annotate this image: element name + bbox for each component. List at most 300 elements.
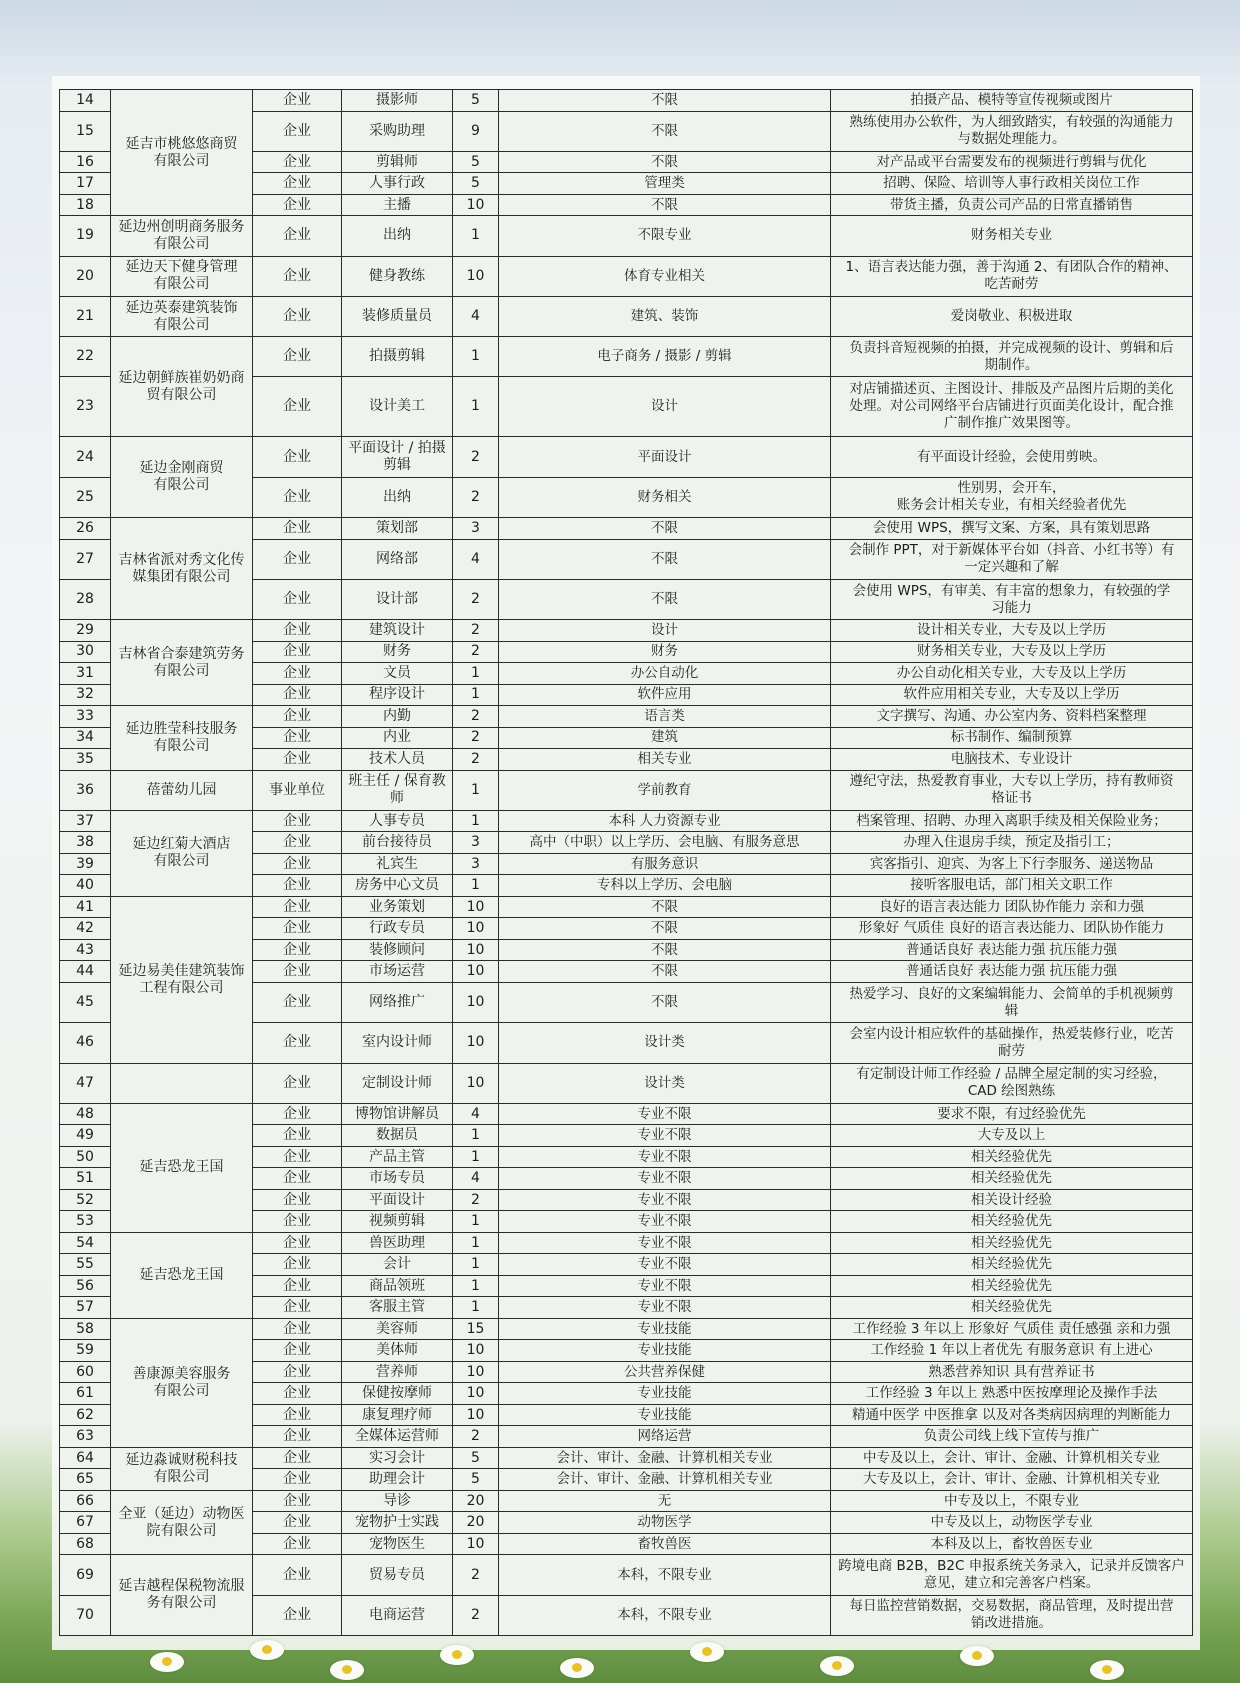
position-title-cell: 人事专员 [342, 810, 453, 832]
row-number-cell: 28 [60, 579, 111, 619]
employer-type-cell: 企业 [253, 1103, 342, 1125]
requirement-cell: 普通话良好 表达能力强 抗压能力强 [831, 961, 1193, 983]
position-title-cell: 博物馆讲解员 [342, 1103, 453, 1125]
employer-type-cell: 企业 [253, 337, 342, 377]
position-title-cell: 平面设计 [342, 1189, 453, 1211]
row-number-cell: 52 [60, 1189, 111, 1211]
major-cell: 无 [499, 1490, 831, 1512]
daisy-decoration [440, 1645, 474, 1665]
table-row [60, 1555, 1193, 1595]
row-number-cell: 62 [60, 1404, 111, 1426]
job-table-body [60, 90, 1193, 1636]
table-row [60, 770, 1193, 810]
table-row [60, 620, 1193, 642]
row-number-cell: 61 [60, 1383, 111, 1405]
position-title-cell: 室内设计师 [342, 1023, 453, 1063]
position-title-cell: 视频剪辑 [342, 1211, 453, 1233]
major-cell: 不限 [499, 194, 831, 216]
headcount-cell: 2 [453, 477, 499, 517]
major-cell: 本科 人力资源专业 [499, 810, 831, 832]
row-number-cell: 33 [60, 706, 111, 728]
daisy-decoration [1090, 1660, 1124, 1680]
major-cell: 专业不限 [499, 1189, 831, 1211]
requirement-cell: 中专及以上，不限专业 [831, 1490, 1193, 1512]
company-name-cell: 延边英泰建筑装饰 有限公司 [111, 296, 253, 336]
row-number-cell: 47 [60, 1063, 111, 1103]
requirement-cell: 宾客指引、迎宾、为客上下行李服务、递送物品 [831, 853, 1193, 875]
employer-type-cell: 企业 [253, 810, 342, 832]
requirement-cell: 有平面设计经验，会使用剪映。 [831, 437, 1193, 477]
table-row [60, 337, 1193, 377]
major-cell: 会计、审计、金融、计算机相关专业 [499, 1447, 831, 1469]
row-number-cell: 44 [60, 961, 111, 983]
row-number-cell: 35 [60, 749, 111, 771]
requirement-cell: 办公自动化相关专业，大专及以上学历 [831, 663, 1193, 685]
row-number-cell: 42 [60, 918, 111, 940]
requirement-cell: 负责抖音短视频的拍摄，并完成视频的设计、剪辑和后 期制作。 [831, 337, 1193, 377]
position-title-cell: 美体师 [342, 1340, 453, 1362]
position-title-cell: 营养师 [342, 1361, 453, 1383]
headcount-cell: 1 [453, 875, 499, 897]
headcount-cell: 10 [453, 961, 499, 983]
major-cell: 专科以上学历、会电脑 [499, 875, 831, 897]
row-number-cell: 46 [60, 1023, 111, 1063]
position-title-cell: 文员 [342, 663, 453, 685]
employer-type-cell: 企业 [253, 1361, 342, 1383]
employer-type-cell: 企业 [253, 1168, 342, 1190]
row-number-cell: 34 [60, 727, 111, 749]
position-title-cell: 人事行政 [342, 173, 453, 195]
row-number-cell: 39 [60, 853, 111, 875]
employer-type-cell: 企业 [253, 151, 342, 173]
company-name-cell: 吉林省派对秀文化传 媒集团有限公司 [111, 518, 253, 620]
requirement-cell: 文字撰写、沟通、办公室内务、资料档案整理 [831, 706, 1193, 728]
headcount-cell: 10 [453, 896, 499, 918]
requirement-cell: 熟练使用办公软件，为人细致踏实，有较强的沟通能力 与数据处理能力。 [831, 111, 1193, 151]
employer-type-cell: 事业单位 [253, 770, 342, 810]
employer-type-cell: 企业 [253, 111, 342, 151]
position-title-cell: 会计 [342, 1254, 453, 1276]
requirement-cell: 工作经验 1 年以上者优先 有服务意识 有上进心 [831, 1340, 1193, 1362]
row-number-cell: 23 [60, 377, 111, 437]
requirement-cell: 带货主播，负责公司产品的日常直播销售 [831, 194, 1193, 216]
requirement-cell: 中专及以上，动物医学专业 [831, 1512, 1193, 1534]
major-cell: 语言类 [499, 706, 831, 728]
major-cell: 不限专业 [499, 216, 831, 256]
company-name-cell: 延吉越程保税物流服 务有限公司 [111, 1555, 253, 1636]
requirement-cell: 相关经验优先 [831, 1275, 1193, 1297]
requirement-cell: 对店铺描述页、主图设计、排版及产品图片后期的美化 处理。对公司网络平台店铺进行页面美化设计，配合推 广制作推广效果图等。 [831, 377, 1193, 437]
position-title-cell: 平面设计 / 拍摄 剪辑 [342, 437, 453, 477]
row-number-cell: 41 [60, 896, 111, 918]
row-number-cell: 31 [60, 663, 111, 685]
major-cell: 不限 [499, 539, 831, 579]
employer-type-cell: 企业 [253, 982, 342, 1022]
position-title-cell: 程序设计 [342, 684, 453, 706]
row-number-cell: 54 [60, 1232, 111, 1254]
daisy-decoration [150, 1652, 184, 1672]
requirement-cell: 大专及以上，会计、审计、金融、计算机相关专业 [831, 1469, 1193, 1491]
row-number-cell: 32 [60, 684, 111, 706]
headcount-cell: 10 [453, 1404, 499, 1426]
row-number-cell: 16 [60, 151, 111, 173]
row-number-cell: 51 [60, 1168, 111, 1190]
company-name-cell: 善康源美容服务 有限公司 [111, 1318, 253, 1447]
employer-type-cell: 企业 [253, 437, 342, 477]
major-cell: 不限 [499, 939, 831, 961]
headcount-cell: 1 [453, 216, 499, 256]
employer-type-cell: 企业 [253, 194, 342, 216]
row-number-cell: 49 [60, 1125, 111, 1147]
requirement-cell: 会使用 WPS，撰写文案、方案，具有策划思路 [831, 518, 1193, 540]
headcount-cell: 10 [453, 939, 499, 961]
row-number-cell: 40 [60, 875, 111, 897]
requirement-cell: 相关经验优先 [831, 1211, 1193, 1233]
position-title-cell: 网络部 [342, 539, 453, 579]
row-number-cell: 56 [60, 1275, 111, 1297]
position-title-cell: 出纳 [342, 216, 453, 256]
major-cell: 学前教育 [499, 770, 831, 810]
major-cell: 不限 [499, 518, 831, 540]
headcount-cell: 2 [453, 437, 499, 477]
major-cell: 设计 [499, 377, 831, 437]
employer-type-cell: 企业 [253, 1404, 342, 1426]
company-name-cell: 延边州创明商务服务 有限公司 [111, 216, 253, 256]
requirement-cell: 相关设计经验 [831, 1189, 1193, 1211]
major-cell: 体育专业相关 [499, 256, 831, 296]
headcount-cell: 1 [453, 1254, 499, 1276]
employer-type-cell: 企业 [253, 296, 342, 336]
company-name-cell: 吉林省合泰建筑劳务 有限公司 [111, 620, 253, 706]
headcount-cell: 5 [453, 173, 499, 195]
table-row [60, 90, 1193, 112]
company-name-cell: 延边金刚商贸 有限公司 [111, 437, 253, 518]
major-cell: 设计 [499, 620, 831, 642]
major-cell: 会计、审计、金融、计算机相关专业 [499, 1469, 831, 1491]
row-number-cell: 26 [60, 518, 111, 540]
major-cell: 电子商务 / 摄影 / 剪辑 [499, 337, 831, 377]
company-name-cell: 延边淼诚财税科技 有限公司 [111, 1447, 253, 1490]
employer-type-cell: 企业 [253, 518, 342, 540]
row-number-cell: 30 [60, 641, 111, 663]
headcount-cell: 2 [453, 727, 499, 749]
headcount-cell: 3 [453, 518, 499, 540]
row-number-cell: 37 [60, 810, 111, 832]
row-number-cell: 48 [60, 1103, 111, 1125]
major-cell: 不限 [499, 111, 831, 151]
requirement-cell: 相关经验优先 [831, 1146, 1193, 1168]
job-listing-table [59, 89, 1193, 1636]
position-title-cell: 产品主管 [342, 1146, 453, 1168]
major-cell: 办公自动化 [499, 663, 831, 685]
employer-type-cell: 企业 [253, 90, 342, 112]
row-number-cell: 68 [60, 1533, 111, 1555]
headcount-cell: 2 [453, 620, 499, 642]
requirement-cell: 标书制作、编制预算 [831, 727, 1193, 749]
requirement-cell: 精通中医学 中医推拿 以及对各类病因病理的判断能力 [831, 1404, 1193, 1426]
headcount-cell: 4 [453, 296, 499, 336]
major-cell: 动物医学 [499, 1512, 831, 1534]
row-number-cell: 50 [60, 1146, 111, 1168]
headcount-cell: 1 [453, 684, 499, 706]
table-row [60, 1318, 1193, 1340]
employer-type-cell: 企业 [253, 1595, 342, 1635]
major-cell: 软件应用 [499, 684, 831, 706]
row-number-cell: 58 [60, 1318, 111, 1340]
employer-type-cell: 企业 [253, 853, 342, 875]
position-title-cell: 礼宾生 [342, 853, 453, 875]
headcount-cell: 1 [453, 1125, 499, 1147]
major-cell: 专业技能 [499, 1318, 831, 1340]
headcount-cell: 4 [453, 539, 499, 579]
major-cell: 专业不限 [499, 1297, 831, 1319]
position-title-cell: 设计美工 [342, 377, 453, 437]
headcount-cell: 10 [453, 1533, 499, 1555]
employer-type-cell: 企业 [253, 961, 342, 983]
employer-type-cell: 企业 [253, 216, 342, 256]
company-name-cell: 全亚（延边）动物医 院有限公司 [111, 1490, 253, 1555]
headcount-cell: 1 [453, 1146, 499, 1168]
headcount-cell: 10 [453, 1023, 499, 1063]
headcount-cell: 5 [453, 151, 499, 173]
row-number-cell: 53 [60, 1211, 111, 1233]
company-name-cell: 延边朝鲜族崔奶奶商 贸有限公司 [111, 337, 253, 437]
headcount-cell: 10 [453, 982, 499, 1022]
row-number-cell: 20 [60, 256, 111, 296]
position-title-cell: 行政专员 [342, 918, 453, 940]
requirement-cell: 电脑技术、专业设计 [831, 749, 1193, 771]
row-number-cell: 55 [60, 1254, 111, 1276]
row-number-cell: 45 [60, 982, 111, 1022]
table-row [60, 896, 1193, 918]
employer-type-cell: 企业 [253, 1275, 342, 1297]
requirement-cell: 遵纪守法，热爱教育事业，大专以上学历，持有教师资 格证书 [831, 770, 1193, 810]
employer-type-cell: 企业 [253, 1189, 342, 1211]
row-number-cell: 22 [60, 337, 111, 377]
headcount-cell: 10 [453, 1361, 499, 1383]
row-number-cell: 17 [60, 173, 111, 195]
requirement-cell: 热爱学习、良好的文案编辑能力、会简单的手机视频剪 辑 [831, 982, 1193, 1022]
employer-type-cell: 企业 [253, 1426, 342, 1448]
major-cell: 专业不限 [499, 1125, 831, 1147]
employer-type-cell: 企业 [253, 173, 342, 195]
employer-type-cell: 企业 [253, 1318, 342, 1340]
table-row [60, 810, 1193, 832]
row-number-cell: 66 [60, 1490, 111, 1512]
requirement-cell: 相关经验优先 [831, 1254, 1193, 1276]
position-title-cell: 前台接待员 [342, 832, 453, 854]
row-number-cell: 15 [60, 111, 111, 151]
position-title-cell: 客服主管 [342, 1297, 453, 1319]
row-number-cell: 60 [60, 1361, 111, 1383]
major-cell: 不限 [499, 982, 831, 1022]
row-number-cell: 29 [60, 620, 111, 642]
position-title-cell: 拍摄剪辑 [342, 337, 453, 377]
position-title-cell: 全媒体运营师 [342, 1426, 453, 1448]
employer-type-cell: 企业 [253, 1125, 342, 1147]
major-cell: 管理类 [499, 173, 831, 195]
row-number-cell: 27 [60, 539, 111, 579]
row-number-cell: 65 [60, 1469, 111, 1491]
table-row [60, 296, 1193, 336]
table-row [60, 437, 1193, 477]
position-title-cell: 剪辑师 [342, 151, 453, 173]
headcount-cell: 20 [453, 1490, 499, 1512]
requirement-cell: 大专及以上 [831, 1125, 1193, 1147]
requirement-cell: 普通话良好 表达能力强 抗压能力强 [831, 939, 1193, 961]
major-cell: 专业不限 [499, 1103, 831, 1125]
requirement-cell: 负责公司线上线下宣传与推广 [831, 1426, 1193, 1448]
position-title-cell: 设计部 [342, 579, 453, 619]
requirement-cell: 每日监控营销数据，交易数据，商品管理，及时提出营 销改进措施。 [831, 1595, 1193, 1635]
employer-type-cell: 企业 [253, 1063, 342, 1103]
major-cell: 建筑、装饰 [499, 296, 831, 336]
row-number-cell: 18 [60, 194, 111, 216]
row-number-cell: 70 [60, 1595, 111, 1635]
headcount-cell: 2 [453, 1426, 499, 1448]
requirement-cell: 中专及以上，会计、审计、金融、计算机相关专业 [831, 1447, 1193, 1469]
employer-type-cell: 企业 [253, 684, 342, 706]
major-cell: 专业不限 [499, 1168, 831, 1190]
headcount-cell: 15 [453, 1318, 499, 1340]
major-cell: 专业技能 [499, 1383, 831, 1405]
employer-type-cell: 企业 [253, 832, 342, 854]
position-title-cell: 贸易专员 [342, 1555, 453, 1595]
employer-type-cell: 企业 [253, 377, 342, 437]
position-title-cell: 装修质量员 [342, 296, 453, 336]
employer-type-cell: 企业 [253, 1297, 342, 1319]
requirement-cell: 软件应用相关专业，大专及以上学历 [831, 684, 1193, 706]
daisy-decoration [820, 1656, 854, 1676]
row-number-cell: 38 [60, 832, 111, 854]
major-cell: 专业不限 [499, 1254, 831, 1276]
requirement-cell: 工作经验 3 年以上 熟悉中医按摩理论及操作手法 [831, 1383, 1193, 1405]
employer-type-cell: 企业 [253, 939, 342, 961]
employer-type-cell: 企业 [253, 1232, 342, 1254]
major-cell: 设计类 [499, 1023, 831, 1063]
requirement-cell: 会制作 PPT，对于新媒体平台如（抖音、小红书等）有 一定兴趣和了解 [831, 539, 1193, 579]
row-number-cell: 25 [60, 477, 111, 517]
row-number-cell: 36 [60, 770, 111, 810]
employer-type-cell: 企业 [253, 727, 342, 749]
row-number-cell: 59 [60, 1340, 111, 1362]
headcount-cell: 2 [453, 1595, 499, 1635]
major-cell: 专业技能 [499, 1340, 831, 1362]
row-number-cell: 69 [60, 1555, 111, 1595]
employer-type-cell: 企业 [253, 1340, 342, 1362]
major-cell: 高中（中职）以上学历、会电脑、有服务意思 [499, 832, 831, 854]
headcount-cell: 4 [453, 1103, 499, 1125]
requirement-cell: 良好的语言表达能力 团队协作能力 亲和力强 [831, 896, 1193, 918]
position-title-cell: 保健按摩师 [342, 1383, 453, 1405]
requirement-cell: 本科及以上，畜牧兽医专业 [831, 1533, 1193, 1555]
major-cell: 设计类 [499, 1063, 831, 1103]
major-cell: 专业技能 [499, 1404, 831, 1426]
employer-type-cell: 企业 [253, 875, 342, 897]
headcount-cell: 4 [453, 1168, 499, 1190]
requirement-cell: 会室内设计相应软件的基础操作，热爱装修行业，吃苦 耐劳 [831, 1023, 1193, 1063]
headcount-cell: 10 [453, 1340, 499, 1362]
headcount-cell: 1 [453, 1232, 499, 1254]
table-row [60, 1232, 1193, 1254]
row-number-cell: 21 [60, 296, 111, 336]
position-title-cell: 定制设计师 [342, 1063, 453, 1103]
position-title-cell: 网络推广 [342, 982, 453, 1022]
position-title-cell: 策划部 [342, 518, 453, 540]
daisy-decoration [330, 1660, 364, 1680]
headcount-cell: 2 [453, 1189, 499, 1211]
daisy-decoration [560, 1658, 594, 1678]
major-cell: 专业不限 [499, 1275, 831, 1297]
requirement-cell: 档案管理、招聘、办理入离职手续及相关保险业务； [831, 810, 1193, 832]
headcount-cell: 1 [453, 337, 499, 377]
major-cell: 平面设计 [499, 437, 831, 477]
position-title-cell: 建筑设计 [342, 620, 453, 642]
row-number-cell: 63 [60, 1426, 111, 1448]
headcount-cell: 5 [453, 1469, 499, 1491]
headcount-cell: 5 [453, 90, 499, 112]
employer-type-cell: 企业 [253, 641, 342, 663]
headcount-cell: 1 [453, 1275, 499, 1297]
position-title-cell: 装修顾问 [342, 939, 453, 961]
requirement-cell: 1、语言表达能力强，善于沟通 2、有团队合作的精神、 吃苦耐劳 [831, 256, 1193, 296]
requirement-cell: 爱岗敬业、积极进取 [831, 296, 1193, 336]
daisy-decoration [960, 1646, 994, 1666]
major-cell: 不限 [499, 151, 831, 173]
major-cell: 专业不限 [499, 1211, 831, 1233]
requirement-cell: 对产品或平台需要发布的视频进行剪辑与优化 [831, 151, 1193, 173]
headcount-cell: 5 [453, 1447, 499, 1469]
major-cell: 不限 [499, 90, 831, 112]
headcount-cell: 10 [453, 1063, 499, 1103]
headcount-cell: 1 [453, 810, 499, 832]
position-title-cell: 主播 [342, 194, 453, 216]
requirement-cell: 性别男，会开车， 账务会计相关专业，有相关经验者优先 [831, 477, 1193, 517]
row-number-cell: 64 [60, 1447, 111, 1469]
daisy-decoration [250, 1640, 284, 1660]
headcount-cell: 2 [453, 706, 499, 728]
position-title-cell: 财务 [342, 641, 453, 663]
headcount-cell: 2 [453, 749, 499, 771]
major-cell: 不限 [499, 579, 831, 619]
requirement-cell: 拍摄产品、模特等宣传视频或图片 [831, 90, 1193, 112]
requirement-cell: 相关经验优先 [831, 1232, 1193, 1254]
company-name-cell: 延吉恐龙王国 [111, 1103, 253, 1232]
position-title-cell: 美容师 [342, 1318, 453, 1340]
employer-type-cell: 企业 [253, 896, 342, 918]
requirement-cell: 工作经验 3 年以上 形象好 气质佳 责任感强 亲和力强 [831, 1318, 1193, 1340]
table-row [60, 1490, 1193, 1512]
position-title-cell: 商品领班 [342, 1275, 453, 1297]
table-row [60, 706, 1193, 728]
headcount-cell: 2 [453, 641, 499, 663]
headcount-cell: 1 [453, 377, 499, 437]
major-cell: 不限 [499, 918, 831, 940]
employer-type-cell: 企业 [253, 1447, 342, 1469]
headcount-cell: 20 [453, 1512, 499, 1534]
company-name-cell [111, 1063, 253, 1103]
major-cell: 畜牧兽医 [499, 1533, 831, 1555]
major-cell: 有服务意识 [499, 853, 831, 875]
table-row [60, 1447, 1193, 1469]
row-number-cell: 19 [60, 216, 111, 256]
requirement-cell: 要求不限，有过经验优先 [831, 1103, 1193, 1125]
requirement-cell: 熟悉营养知识 具有营养证书 [831, 1361, 1193, 1383]
position-title-cell: 房务中心文员 [342, 875, 453, 897]
table-row [60, 256, 1193, 296]
position-title-cell: 市场运营 [342, 961, 453, 983]
headcount-cell: 3 [453, 853, 499, 875]
